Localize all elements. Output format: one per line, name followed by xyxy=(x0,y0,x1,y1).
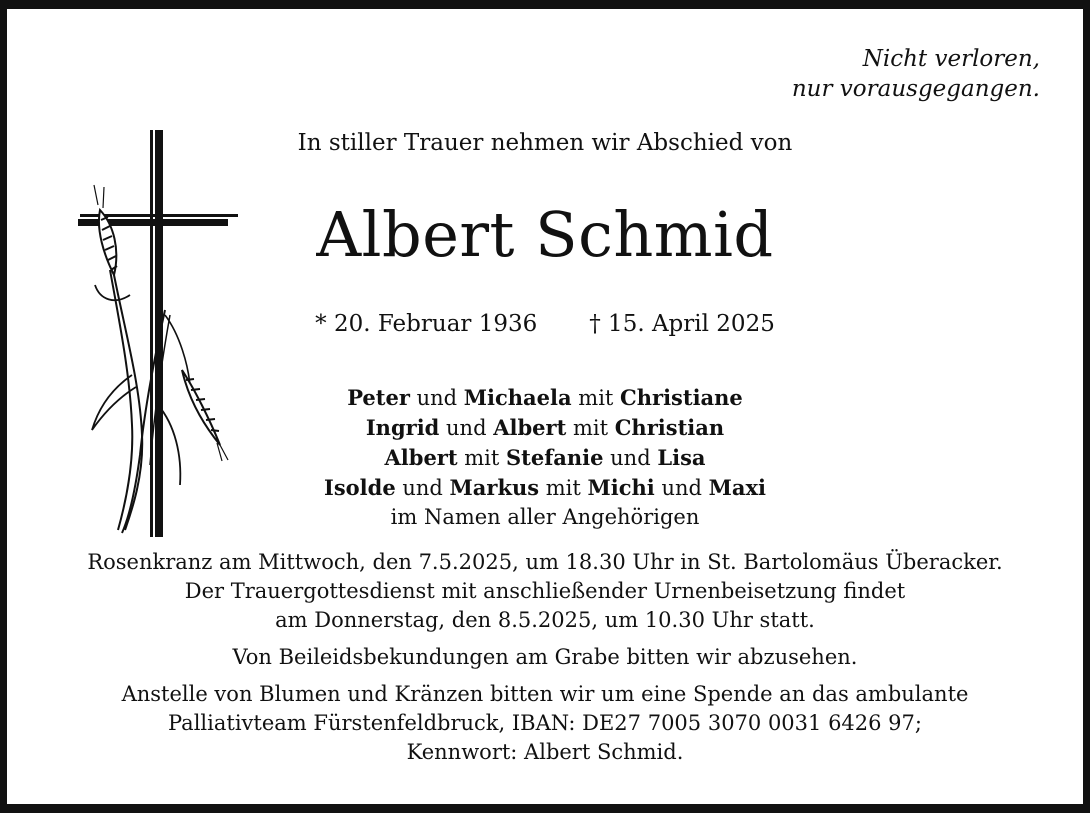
service-info xyxy=(20,548,1070,635)
family-row xyxy=(245,443,845,473)
birth-date: * 20. Februar 1936 xyxy=(315,311,538,337)
life-dates xyxy=(260,308,830,340)
family-member-name: Christiane xyxy=(620,385,743,410)
family-closing: im Namen aller Angehörigen xyxy=(390,505,700,529)
family-member-name: Maxi xyxy=(708,475,766,500)
service-line: am Donnerstag, den 8.5.2025, um 10.30 Uhr statt. xyxy=(275,608,815,632)
family-row xyxy=(245,383,845,413)
family-member-name: Isolde xyxy=(324,475,396,500)
family-member-name: Stefanie xyxy=(506,445,604,470)
intro-text: In stiller Trauer nehmen wir Abschied von xyxy=(297,130,793,156)
family-member-name: Albert xyxy=(384,445,458,470)
family-member-name: Markus xyxy=(449,475,540,500)
donation-line: Palliativteam Fürstenfeldbruck, IBAN: DE27 7005 3070 0031 6426 97; xyxy=(168,711,922,735)
family-connector: und xyxy=(603,446,658,470)
cross-with-wheat-icon xyxy=(70,125,245,544)
motto-line-2: nur vorausgegangen. xyxy=(791,76,1040,102)
death-date: † 15. April 2025 xyxy=(589,311,775,337)
donation-line: Kennwort: Albert Schmid. xyxy=(406,740,684,764)
family-member-name: Michaela xyxy=(463,385,572,410)
family-row xyxy=(245,413,845,443)
condolence-note: Von Beileidsbekundungen am Grabe bitten wir abzusehen. xyxy=(232,645,858,669)
service-line: Der Trauergottesdienst mit anschließender Urnenbeisetzung findet xyxy=(184,579,906,603)
donation-info xyxy=(20,680,1070,767)
family-list xyxy=(245,383,845,532)
family-connector: mit xyxy=(566,416,615,440)
deceased-name: Albert Schmid xyxy=(316,198,774,271)
motto xyxy=(792,44,1040,104)
family-connector: mit xyxy=(571,386,621,410)
family-connector: mit xyxy=(457,446,506,470)
family-connector: und xyxy=(395,476,450,500)
family-member-name: Peter xyxy=(347,385,410,410)
family-row xyxy=(245,473,845,503)
service-details xyxy=(20,548,1070,775)
family-member-name: Albert xyxy=(493,415,567,440)
donation-line: Anstelle von Blumen und Kränzen bitten wir um eine Spende an das ambulante xyxy=(121,682,969,706)
family-member-name: Lisa xyxy=(657,445,706,470)
family-connector: und xyxy=(409,386,464,410)
family-member-name: Christian xyxy=(614,415,725,440)
motto-line-1: Nicht verloren, xyxy=(862,46,1040,72)
family-connector: und xyxy=(439,416,494,440)
family-connector: und xyxy=(654,476,709,500)
family-member-name: Michi xyxy=(587,475,655,500)
family-connector: mit xyxy=(539,476,588,500)
service-line: Rosenkranz am Mittwoch, den 7.5.2025, um 18.30 Uhr in St. Bartolomäus Überacker. xyxy=(87,550,1003,574)
family-member-name: Ingrid xyxy=(365,415,440,440)
